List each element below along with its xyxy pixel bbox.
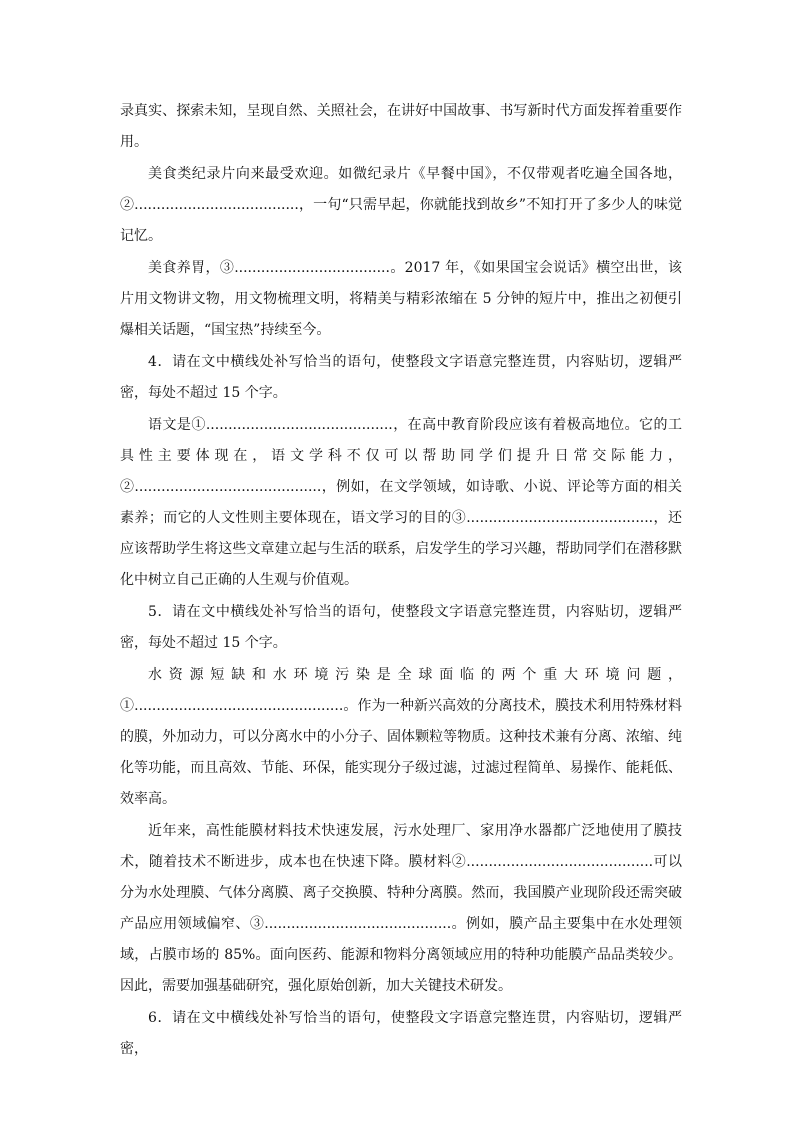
document-page <box>120 96 682 1066</box>
paragraph-8: 近年来，高性能膜材料技术快速发展，污水处理厂、家用净水器都广泛地使用了膜技术，随着技术不断进步，成本也在快速下降。膜材料②..........................................可以分为水处理膜、气体分离膜、离子交换膜、特种分离膜。然而，我国膜产业现阶段还需突破产品应用领域偏窄、③..........................................。例如，膜产品主要集中在水处理领域，占膜市场的 85%。面向医药、能源和物料分离领域应用的特种功能膜产品品类较少。因此，需要加强基础研究，强化原始创新，加大关键技术研发。 <box>120 823 682 994</box>
paragraph-5: 语文是①..........................................，在高中教育阶段应该有着极高地位。它的工具性主要体现在，语文学科不仅可以帮助同学们提升日常交际能力，②..........................................，例如，在文学领域，如诗歌、小说、评论等方面的相关素养；而它的人文性则主要体现在，语文学习的目的③..........................................，还应该帮助学生将这些文章建立起与生活的联系，启发学生的学习兴趣，帮助同学们在潜移默化中树立自己正确的人生观与价值观。 <box>120 417 682 588</box>
paragraph-3: 美食养胃，③...................................。2017 年，《如果国宝会说话》横空出世，该片用文物讲文物，用文物梳理文明，将精美与精彩浓缩在 5 分钟的短片中，推出之初便引爆相关话题，“国宝热”持续至今。 <box>120 260 682 338</box>
paragraph-7: 水资源短缺和水环境污染是全球面临的两个重大环境问题，①...............................................。作为一种新兴高效的分离技术，膜技术利用特殊材料的膜，外加动力，可以分离水中的小分子、固体颗粒等物质。这种技术兼有分离、浓缩、纯化等功能，而且高效、节能、环保，能实现分子级过滤，过滤过程简单、易操作、能耗低、效率高。 <box>120 667 682 807</box>
question-6: 6．请在文中横线处补写恰当的语句，使整段文字语意完整连贯，内容贴切，逻辑严密， <box>120 1010 682 1057</box>
paragraph-1: 录真实、探索未知，呈现自然、关照社会，在讲好中国故事、书写新时代方面发挥着重要作用。 <box>120 103 682 150</box>
paragraph-2: 美食类纪录片向来最受欢迎。如微纪录片《早餐中国》，不仅带观者吃遍全国各地，②.....................................，一句“只需早起，你就能找到故乡”不知打开了多少人的味觉记忆。 <box>120 166 682 244</box>
question-5: 5．请在文中横线处补写恰当的语句，使整段文字语意完整连贯，内容贴切，逻辑严密，每处不超过 15 个字。 <box>120 604 682 651</box>
question-4: 4．请在文中横线处补写恰当的语句，使整段文字语意完整连贯，内容贴切，逻辑严密，每处不超过 15 个字。 <box>120 354 682 401</box>
